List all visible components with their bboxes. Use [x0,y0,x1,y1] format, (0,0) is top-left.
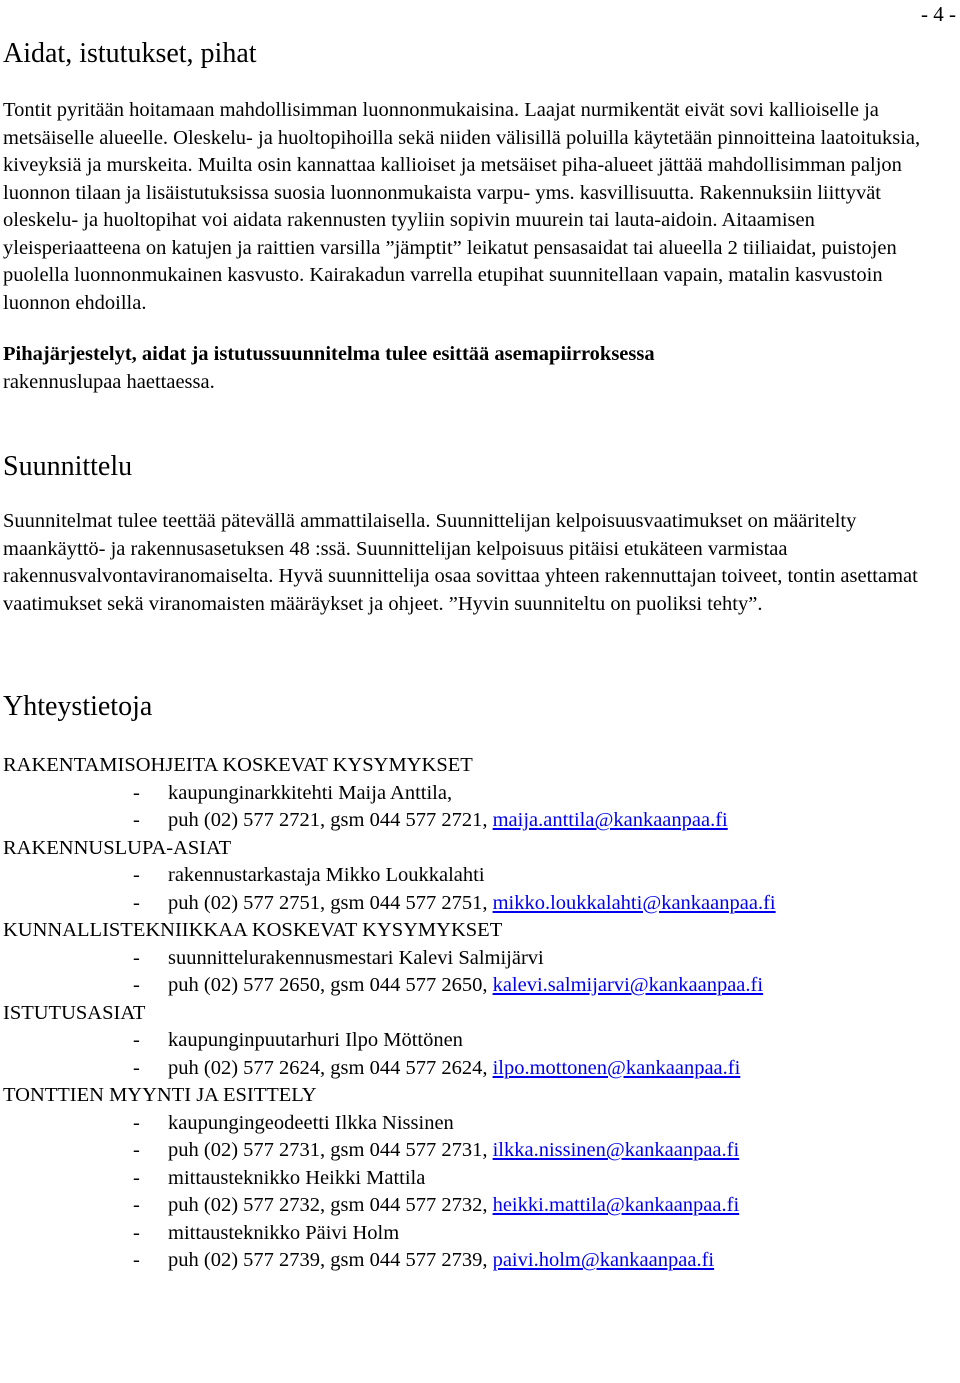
list-dash: - [133,781,140,804]
section-title-aidat: Aidat, istutukset, pihat [3,38,257,69]
list-dash: - [133,1139,140,1161]
contact-category-heading: TONTTIEN MYYNTI JA ESITTELY [3,1084,317,1106]
suunnittelu-paragraph: Suunnitelmat tulee teettää pätevällä ammattilaisella. Suunnittelijan kelpoisuusvaatimukset on määritelty maankäyttö- ja rakennusasetuksen 48 :ssä. Suunnittelijan kelpoisuus pitäisi etukäteen varmistaa rakennusvalvontaviranomaiselta. Hyvä suunnittelija osaa sovittaa yhteen rakennuttajan toiveet, tontin asettamat vaatimukset sekä viranomaisten määräykset ja ohjeet. ”Hyvin suunniteltu on puoliksi tehty”. [3,510,918,615]
contact-detail: puh (02) 577 2739, gsm 044 577 2739, [168,1249,493,1271]
contact-detail: mittausteknikko Päivi Holm [168,1221,400,1244]
list-dash: - [133,809,140,831]
contact-line [3,945,953,973]
contact-text [168,780,452,808]
list-dash: - [133,1056,140,1079]
contact-line [3,1055,953,1083]
contact-line [3,1247,953,1275]
list-dash: - [133,1221,140,1244]
contact-text [168,862,485,890]
aidat-paragraph: Tontit pyritään hoitamaan mahdollisimman luonnonmukaisina. Laajat nurmikentät eivät sovi kallioiselle ja metsäiselle alueelle. Oleskelu- ja huoltopihoilla sekä niiden välisillä poluilla käytetään pinnoitteina laatoituksia, kiveyksiä ja murskeita. Muilta osin kannattaa kallioiset ja metsäiset piha-alueet jättää mahdollisimman paljon luonnon tilaan ja lisäistutuksissa suosia luonnonmukaista varpu- yms. kasvillisuutta. Rakennuksiin liittyvät oleskelu- ja huoltopihat voi aidata rakennusten tyyliin sopivin muurein tai lauta-aidoin. Aitaamisen yleisperiaatteena on katujen ja raittien varsilla ”jämptit” leikatut pensasaidat tai alueella 2 tiiliaidat, puistojen puolella luonnonmukainen kasvusto. Kairakadun varrella etupihat suunnitellaan vapain, matalin kasvustoin luonnon ehdoilla. [3,99,921,314]
list-dash: - [133,1029,140,1051]
contact-category-heading: RAKENTAMISOHJEITA KOSKEVAT KYSYMYKSET [3,754,473,776]
email-link[interactable]: kalevi.salmijarvi@kankaanpaa.fi [492,974,764,996]
contact-category-heading: KUNNALLISTEKNIIKKAA KOSKEVAT KYSYMYKSET [3,919,503,941]
contact-text [168,1137,739,1165]
contact-line [3,1027,953,1055]
contact-detail: kaupungingeodeetti Ilkka Nissinen [168,1111,454,1134]
contact-line [3,807,953,835]
contact-detail: mittausteknikko Heikki Mattila [168,1166,426,1189]
contact-text [168,807,728,835]
contact-line [3,1165,953,1193]
contact-text [168,972,763,1000]
contact-text [168,1055,740,1083]
contact-line [3,862,953,890]
contact-text [168,1110,454,1138]
contact-detail: puh (02) 577 2731, gsm 044 577 2731, [168,1139,493,1161]
contact-detail: puh (02) 577 2721, gsm 044 577 2721, [168,809,493,831]
contact-text [168,1247,714,1275]
email-link[interactable]: maija.anttila@kankaanpaa.fi [492,809,728,831]
contact-line [3,890,953,918]
contact-text [168,945,544,973]
contact-line [3,780,953,808]
section-title-yhteystietoja: Yhteystietoja [3,691,153,722]
contact-detail: kaupunginpuutarhuri Ilpo Möttönen [168,1029,463,1051]
contact-detail: puh (02) 577 2732, gsm 044 577 2732, [168,1194,493,1216]
aidat-note [3,341,953,396]
list-dash: - [133,1249,140,1271]
contact-detail: suunnittelurakennusmestari Kalevi Salmijärvi [168,946,544,969]
contact-detail: kaupunginarkkitehti Maija Anttila, [168,781,453,804]
page-number: - 4 - [921,2,956,26]
contact-detail: puh (02) 577 2650, gsm 044 577 2650, [168,974,493,996]
aidat-note-bold: Pihajärjestelyt, aidat ja istutussuunnitelma tulee esittää asemapiirroksessa [3,343,655,365]
section-title-suunnittelu: Suunnittelu [3,451,133,482]
email-link[interactable]: heikki.mattila@kankaanpaa.fi [492,1194,740,1216]
list-dash: - [133,1111,140,1134]
list-dash: - [133,1194,140,1216]
contact-line [3,1192,953,1220]
document-body [3,0,953,1275]
list-dash: - [133,1166,140,1189]
contact-detail: rakennustarkastaja Mikko Loukkalahti [168,864,485,886]
contact-list [3,752,953,1275]
contact-line [3,972,953,1000]
contact-category-heading: RAKENNUSLUPA-ASIAT [3,836,232,859]
email-link[interactable]: ilkka.nissinen@kankaanpaa.fi [492,1139,740,1161]
contact-line [3,1137,953,1165]
contact-detail: puh (02) 577 2624, gsm 044 577 2624, [168,1056,493,1079]
email-link[interactable]: ilpo.mottonen@kankaanpaa.fi [492,1056,741,1079]
list-dash: - [133,891,140,914]
contact-text [168,890,776,918]
contact-text [168,1192,739,1220]
aidat-note-tail: rakennuslupaa haettaessa. [3,370,215,393]
email-link[interactable]: mikko.loukkalahti@kankaanpaa.fi [492,891,776,914]
email-link[interactable]: paivi.holm@kankaanpaa.fi [492,1249,715,1271]
list-dash: - [133,974,140,996]
contact-text [168,1027,463,1055]
contact-line [3,1220,953,1248]
contact-detail: puh (02) 577 2751, gsm 044 577 2751, [168,891,493,914]
contact-line [3,1110,953,1138]
list-dash: - [133,864,140,886]
contact-text [168,1220,399,1248]
list-dash: - [133,946,140,969]
contact-category-heading: ISTUTUSASIAT [3,1001,146,1024]
contact-text [168,1165,425,1193]
